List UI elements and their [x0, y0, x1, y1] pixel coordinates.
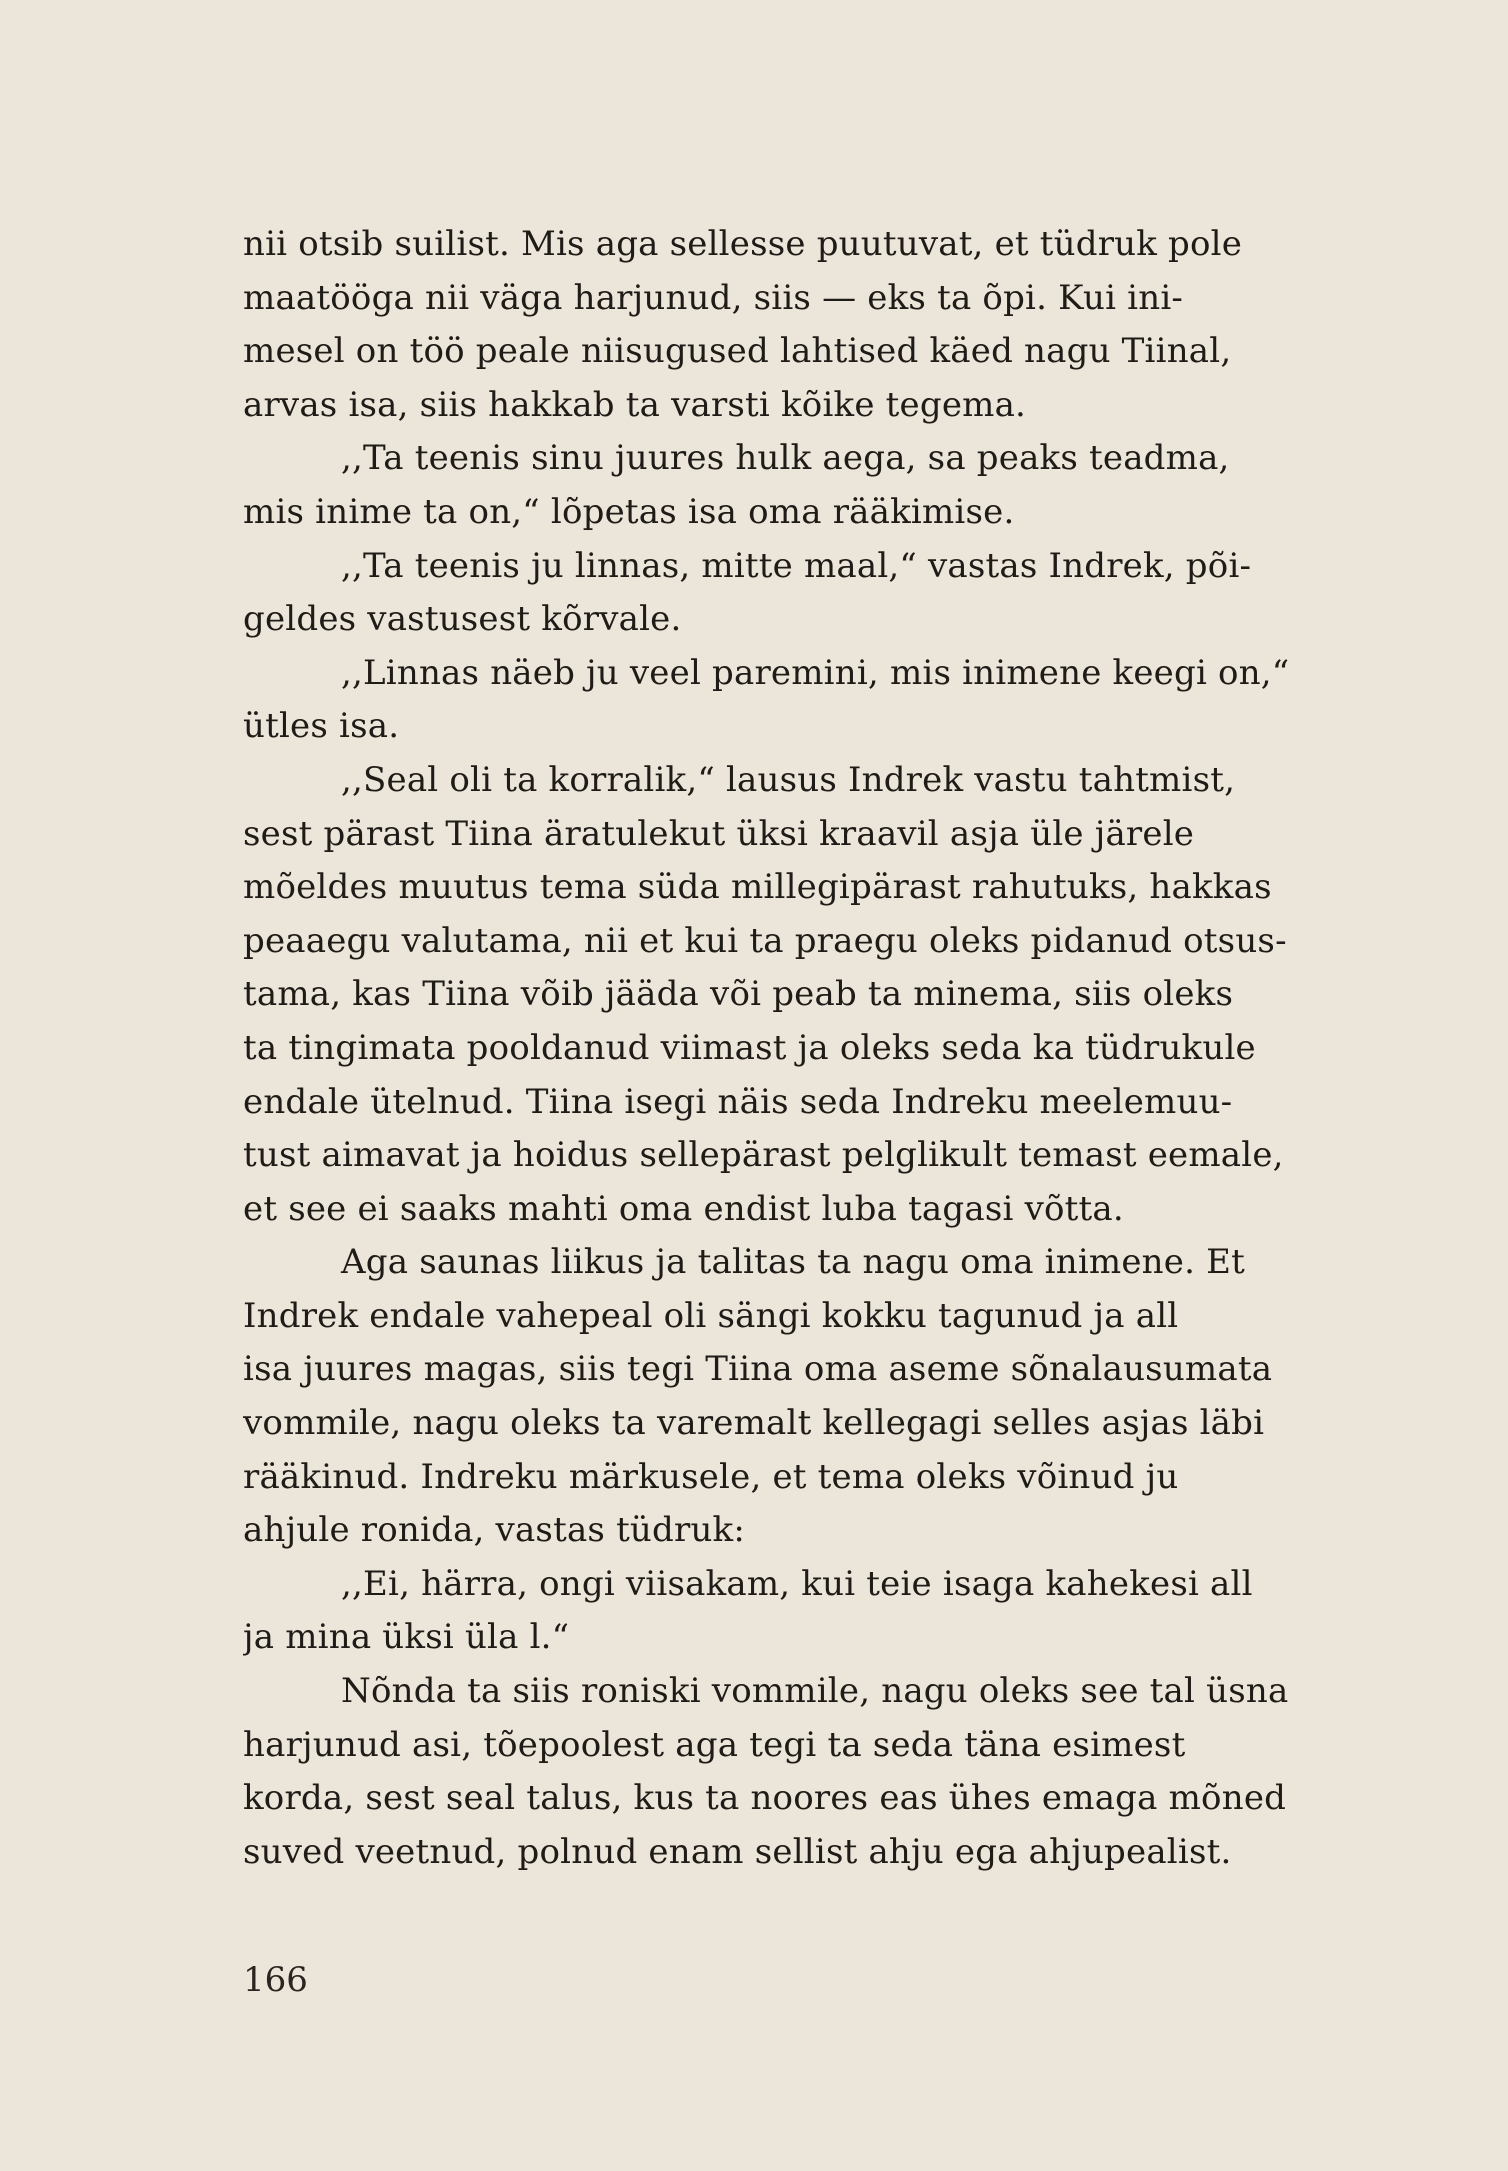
text-line: ütles isa.: [243, 706, 400, 747]
text-line: geldes vastusest kõrvale.: [243, 599, 682, 640]
text-line: Nõnda ta siis roniski vommile, nagu oleks see tal üsna: [341, 1671, 1289, 1712]
text-line: ja mina üksi üla l.“: [243, 1617, 570, 1658]
text-line: korda, sest seal talus, kus ta noores eas ühes emaga mõned: [243, 1778, 1287, 1819]
text-line: rääkinud. Indreku märkusele, et tema oleks võinud ju: [243, 1456, 1179, 1497]
text-line: mis inime ta on,“ lõpetas isa oma rääkimise.: [243, 491, 1015, 532]
text-line: arvas isa, siis hakkab ta varsti kõike tegema.: [243, 384, 1027, 425]
text-line: maatööga nii väga harjunud, siis — eks ta õpi. Kui ini-: [243, 277, 1184, 318]
text-line: nii otsib suilist. Mis aga sellesse puutuvat, et tüdruk pole: [243, 224, 1243, 264]
text-line: tust aimavat ja hoidus sellepärast pelglikult temast eemale,: [243, 1135, 1284, 1176]
text-line: tama, kas Tiina võib jääda või peab ta minema, siis oleks: [243, 974, 1234, 1015]
text-line: suved veetnud, polnud enam sellist ahju ega ahjupealist.: [243, 1831, 1232, 1872]
text-line: Indrek endale vahepeal oli sängi kokku tagunud ja all: [243, 1295, 1179, 1336]
text-line: mesel on töö peale niisugused lahtised käed nagu Tiinal,: [243, 331, 1232, 372]
text-line: ,,Ta teenis ju linnas, mitte maal,“ vastas Indrek, põi-: [341, 545, 1252, 586]
text-line: Aga saunas liikus ja talitas ta nagu oma inimene. Et: [341, 1242, 1245, 1283]
text-line: isa juures magas, siis tegi Tiina oma aseme sõnalausumata: [243, 1349, 1273, 1390]
text-line: ,,Linnas näeb ju veel paremini, mis inimene keegi on,“: [341, 652, 1290, 693]
text-line: ,,Ta teenis sinu juures hulk aega, sa peaks teadma,: [341, 438, 1230, 479]
text-line: ta tingimata pooldanud viimast ja oleks seda ka tüdrukule: [243, 1027, 1256, 1068]
text-line: mõeldes muutus tema süda millegipärast rahutuks, hakkas: [243, 867, 1272, 908]
text-line: ,,Seal oli ta korralik,“ lausus Indrek vastu tahtmist,: [341, 759, 1236, 800]
text-line: ,,Ei, härra, ongi viisakam, kui teie isaga kahekesi all: [341, 1563, 1253, 1604]
text-line: endale ütelnud. Tiina isegi näis seda Indreku meelemuu-: [243, 1081, 1233, 1122]
text-line: sest pärast Tiina äratulekut üksi kraavil asja üle järele: [243, 813, 1195, 854]
text-line: ahjule ronida, vastas tüdruk:: [243, 1510, 746, 1551]
body-text: [243, 218, 1365, 1879]
page-number: 166: [243, 1960, 308, 2000]
text-line: peaaegu valutama, nii et kui ta praegu oleks pidanud otsus-: [243, 920, 1287, 961]
text-line: vommile, nagu oleks ta varemalt kellegagi selles asjas läbi: [243, 1403, 1265, 1444]
text-line: et see ei saaks mahti oma endist luba tagasi võtta.: [243, 1188, 1124, 1229]
text-line: harjunud asi, tõepoolest aga tegi ta seda täna esimest: [243, 1724, 1186, 1765]
